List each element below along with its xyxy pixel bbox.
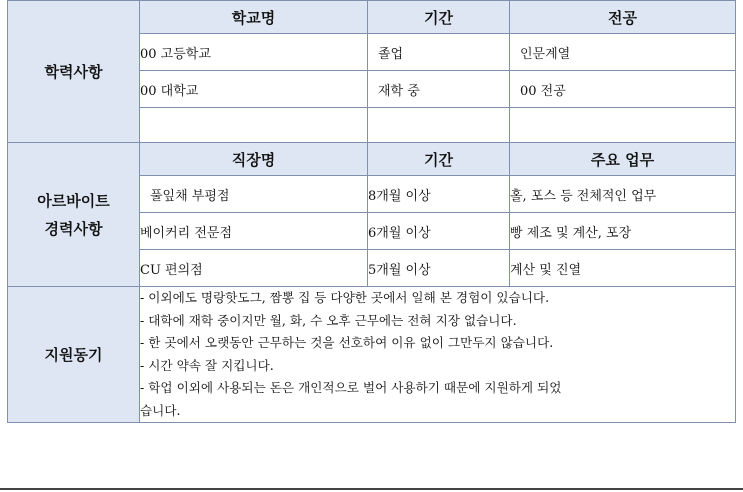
work-header-row — [8, 143, 736, 176]
education-major: 인문계열 — [510, 34, 736, 71]
work-period: 6개월 이상 — [368, 213, 510, 250]
education-header-row — [8, 1, 736, 34]
education-header-period: 기간 — [368, 1, 510, 34]
page-divider — [0, 488, 743, 490]
motivation-section-label: 지원동기 — [8, 287, 140, 423]
education-header-major: 전공 — [510, 1, 736, 34]
work-workplace: 베이커리 전문점 — [140, 213, 368, 250]
empty-cell — [140, 108, 368, 143]
empty-cell — [510, 108, 736, 143]
work-duties: 빵 제조 및 계산, 포장 — [510, 213, 736, 250]
motivation-row — [8, 287, 736, 423]
education-header-school: 학교명 — [140, 1, 368, 34]
education-school: 00 고등학교 — [140, 34, 368, 71]
motivation-line: - 시간 약속 잘 지킵니다. — [140, 357, 274, 373]
work-section-label-line2: 경력사항 — [44, 219, 103, 238]
work-workplace: 풀잎채 부평점 — [140, 176, 368, 213]
motivation-text — [140, 287, 736, 423]
work-duties: 홀, 포스 등 전체적인 업무 — [510, 176, 736, 213]
work-period: 5개월 이상 — [368, 250, 510, 287]
work-section-label-line1: 아르바이트 — [37, 191, 110, 210]
work-workplace: CU 편의점 — [140, 250, 368, 287]
work-section-label — [8, 143, 140, 287]
education-period: 재학 중 — [368, 71, 510, 108]
education-school: 00 대학교 — [140, 71, 368, 108]
work-period: 8개월 이상 — [368, 176, 510, 213]
motivation-line: - 이외에도 명랑핫도그, 짬뽕 집 등 다양한 곳에서 일해 본 경험이 있습니다. — [140, 290, 550, 305]
education-period: 졸업 — [368, 34, 510, 71]
work-duties: 계산 및 진열 — [510, 250, 736, 287]
empty-cell — [368, 108, 510, 143]
work-header-period: 기간 — [368, 143, 510, 176]
motivation-line: 습니다. — [140, 402, 181, 418]
education-section-label: 학력사항 — [8, 1, 140, 143]
education-major: 00 전공 — [510, 71, 736, 108]
work-header-duties: 주요 업무 — [510, 143, 736, 176]
motivation-line: - 대학에 재학 중이지만 월, 화, 수 오후 근무에는 전혀 지장 없습니다. — [140, 312, 517, 328]
resume-table — [7, 0, 736, 423]
motivation-line: - 학업 이외에 사용되는 돈은 개인적으로 벌어 사용하기 때문에 지원하게 되었 — [140, 380, 562, 395]
work-header-workplace: 직장명 — [140, 143, 368, 176]
motivation-line: - 한 곳에서 오랫동안 근무하는 것을 선호하여 이유 없이 그만두지 않습니다. — [140, 335, 554, 350]
